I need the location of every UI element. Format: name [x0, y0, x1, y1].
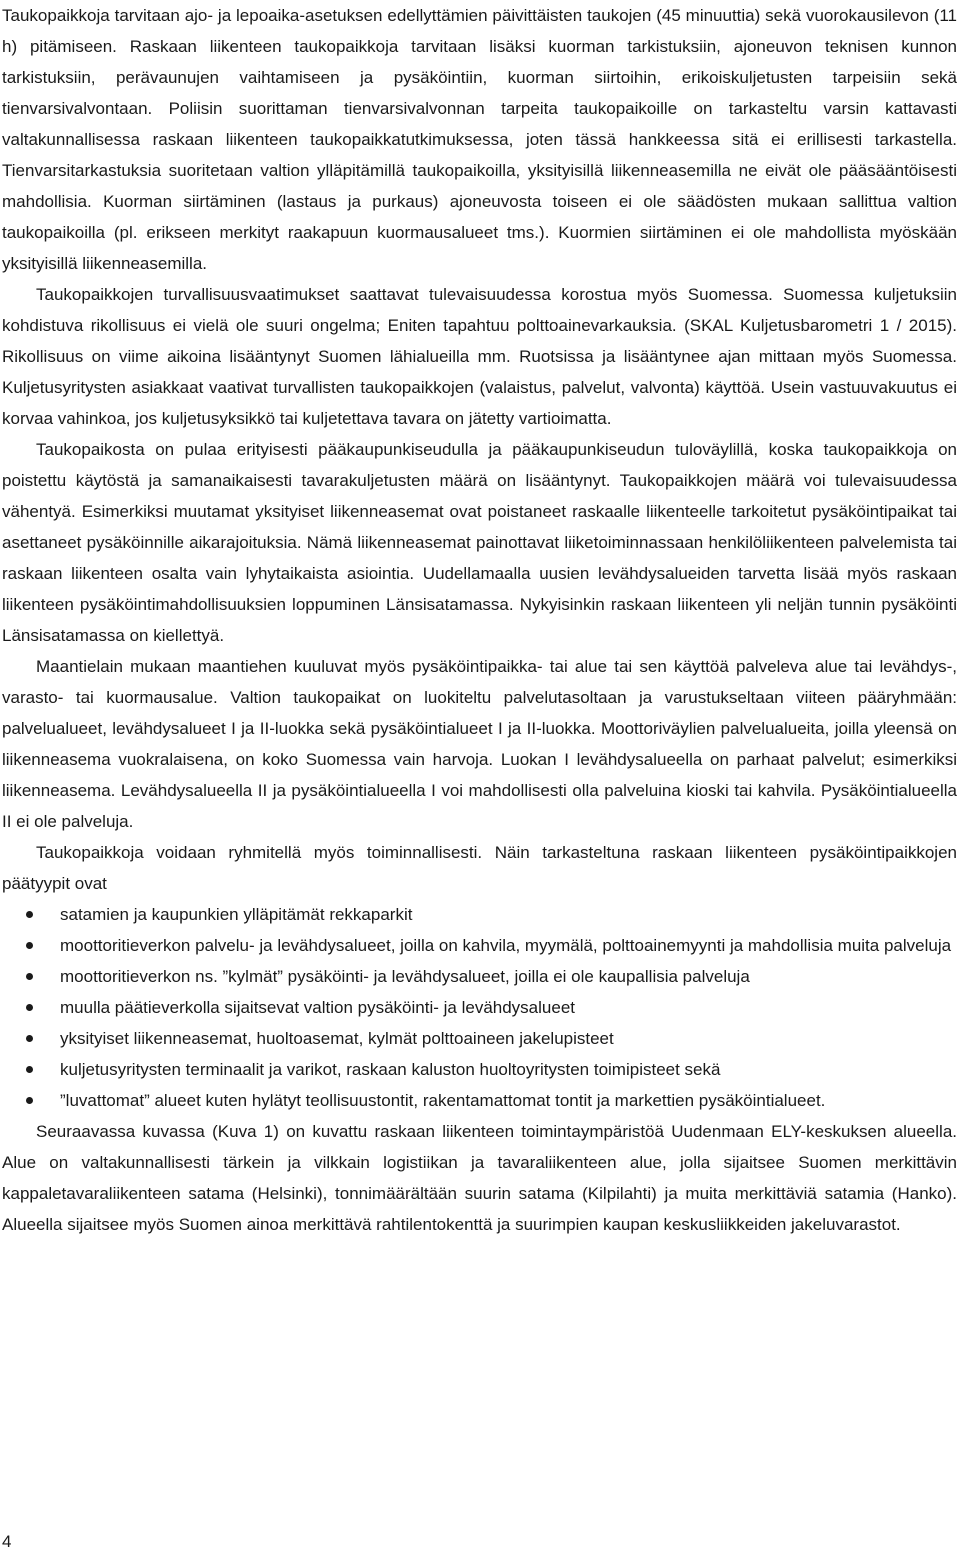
- list-item: [2, 961, 957, 992]
- list-item-text: muulla päätieverkolla sijaitsevat valtion pysäköinti- ja levähdysalueet: [60, 998, 575, 1017]
- bullet-icon: [26, 1004, 33, 1011]
- list-item-text: satamien ja kaupunkien ylläpitämät rekkaparkit: [60, 905, 413, 924]
- body-text: [2, 0, 957, 1240]
- list-item-text: kuljetusyritysten terminaalit ja varikot, raskaan kaluston huoltoyritysten toimipisteet sekä: [60, 1060, 721, 1079]
- bullet-icon: [26, 1066, 33, 1073]
- list-item: [2, 992, 957, 1023]
- paragraph-road-law: Maantielain mukaan maantiehen kuuluvat myös pysäköintipaikka- tai alue tai sen käyttöä palveleva alue tai levähdys-, varasto- tai kuormausalue. Valtion taukopaikat on luokiteltu palvelutasoltaan ja varustukseltaan viiteen pääryhmään: palvelualueet, levähdysalueet I ja II-luokka sekä pysäköintialueet I ja II-luokka. Moottoriväylien palvelualueita, joilla yleensä on liikenneasema vuokralaisena, on koko Suomessa vain harvoja. Luokan I levähdysalueella on parhaat palvelut; esimerkiksi liikenneasema. Levähdysalueella II ja pysäköintialueella I voi mahdollisesti olla palveluina kioski tai kahvila. Pysäköintialueella II ei ole palveluja.: [2, 657, 957, 831]
- paragraph-rest-stop-needs: Taukopaikkoja tarvitaan ajo- ja lepoaika-asetuksen edellyttämien päivittäisten taukojen (45 minuuttia) sekä vuorokausilevon (11 h) pitämiseen. Raskaan liikenteen taukopaikkoja tarvitaan lisäksi kuorman tarkistuksiin, ajoneuvon teknisen kunnon tarkistuksiin, perävaunujen vaihtamiseen ja pysäköintiin, kuorman siirtoihin, erikoiskuljetusten tarpeisiin sekä tienvarsivalvontaan. Poliisin suorittaman tienvarsivalvonnan tarpeita taukopaikoille on tarkasteltu varsin kattavasti valtakunnallisessa raskaan liikenteen taukopaikkatutkimuksessa, joten tässä hankkeessa sitä ei erillisesti tarkastella. Tienvarsitarkastuksia suoritetaan valtion ylläpitämillä taukopaikoilla, yksityisillä liikenneasemilla ne eivät ole pääsääntöisesti mahdollisia. Kuorman siirtäminen (lastaus ja purkaus) ajoneuvosta toiseen ei ole säädösten mukaan sallittua valtion taukopaikoilla (pl. erikseen merkityt raakapuun kuormausalueet tms.). Kuormien siirtäminen ei ole mahdollista myöskään yksityisillä liikenneasemilla.: [2, 6, 957, 273]
- list-item: [2, 1023, 957, 1054]
- bullet-icon: [26, 1097, 33, 1104]
- bullet-icon: [26, 911, 33, 918]
- bullet-icon: [26, 942, 33, 949]
- list-item: [2, 899, 957, 930]
- paragraph-shortage: Taukopaikosta on pulaa erityisesti pääkaupunkiseudulla ja pääkaupunkiseudun tuloväylillä, koska taukopaikkoja on poistettu käytöstä ja samanaikaisesti tavarakuljetusten määrä on lisääntynyt. Taukopaikkojen määrä voi tulevaisuudessa vähentyä. Esimerkiksi muutamat yksityiset liikenneasemat ovat poistaneet raskaalle liikenteelle tarkoitetut pysäköintipaikat tai asettaneet pysäköinnille aikarajoituksia. Nämä liikenneasemat painottavat liiketoiminnassaan henkilöliikenteen palvelemista tai raskaan liikenteen osalta vain lyhytaikaista asiointia. Uudellamaalla uusien levähdysalueiden tarvetta lisää myös raskaan liikenteen pysäköintimahdollisuuksien loppuminen Länsisatamassa. Nykyisinkin raskaan liikenteen yli neljän tunnin pysäköinti Länsisatamassa on kiellettyä.: [2, 440, 957, 645]
- list-item: [2, 1054, 957, 1085]
- bullet-icon: [26, 973, 33, 980]
- list-item: [2, 1085, 957, 1116]
- list-item-text: ”luvattomat” alueet kuten hylätyt teollisuustontit, rakentamattomat tontit ja markettien pysäköintialueet.: [60, 1091, 826, 1110]
- parking-type-list: [2, 899, 957, 1116]
- paragraph-uusimaa-environment: Seuraavassa kuvassa (Kuva 1) on kuvattu raskaan liikenteen toimintaympäristöä Uudenmaan ELY-keskuksen alueella. Alue on valtakunnallisesti tärkein ja vilkkain logistiikan ja tavaraliikenteen alue, jolla sijaitsee Suomen merkittävin kappaletavaraliikenteen satama (Helsinki), tonnimäärältään suurin satama (Kilpilahti) ja muita merkittäviä satamia (Hanko). Alueella sijaitsee myös Suomen ainoa merkittävä rahtilentokenttä ja suurimpien kaupan keskusliikkeiden jakeluvarastot.: [2, 1122, 957, 1234]
- list-item: [2, 930, 957, 961]
- list-item-text: moottoritieverkon palvelu- ja levähdysalueet, joilla on kahvila, myymälä, polttoainemyynti ja mahdollisia muita palveluja: [60, 936, 952, 955]
- list-item-text: moottoritieverkon ns. ”kylmät” pysäköinti- ja levähdysalueet, joilla ei ole kaupallisia palveluja: [60, 967, 750, 986]
- list-item-text: yksityiset liikenneasemat, huoltoasemat, kylmät polttoaineen jakelupisteet: [60, 1029, 614, 1048]
- paragraph-security-requirements: Taukopaikkojen turvallisuusvaatimukset saattavat tulevaisuudessa korostua myös Suomessa. Suomessa kuljetuksiin kohdistuva rikollisuus ei vielä ole suuri ongelma; Eniten tapahtuu polttoainevarkauksia. (SKAL Kuljetusbarometri 1 / 2015). Rikollisuus on viime aikoina lisääntynyt Suomen lähialueilla mm. Ruotsissa ja lisääntynee ajan mittaan myös Suomessa. Kuljetusyritysten asiakkaat vaativat turvallisten taukopaikkojen (valaistus, palvelut, valvonta) käyttöä. Usein vastuuvakuutus ei korvaa vahinkoa, jos kuljetusyksikkö tai kuljetettava tavara on jätetty vartioimatta.: [2, 285, 957, 428]
- paragraph-functional-grouping: Taukopaikkoja voidaan ryhmitellä myös toiminnallisesti. Näin tarkasteltuna raskaan liikenteen pysäköintipaikkojen päätyypit ovat: [2, 843, 957, 893]
- page-number: 4: [2, 1532, 12, 1551]
- bullet-icon: [26, 1035, 33, 1042]
